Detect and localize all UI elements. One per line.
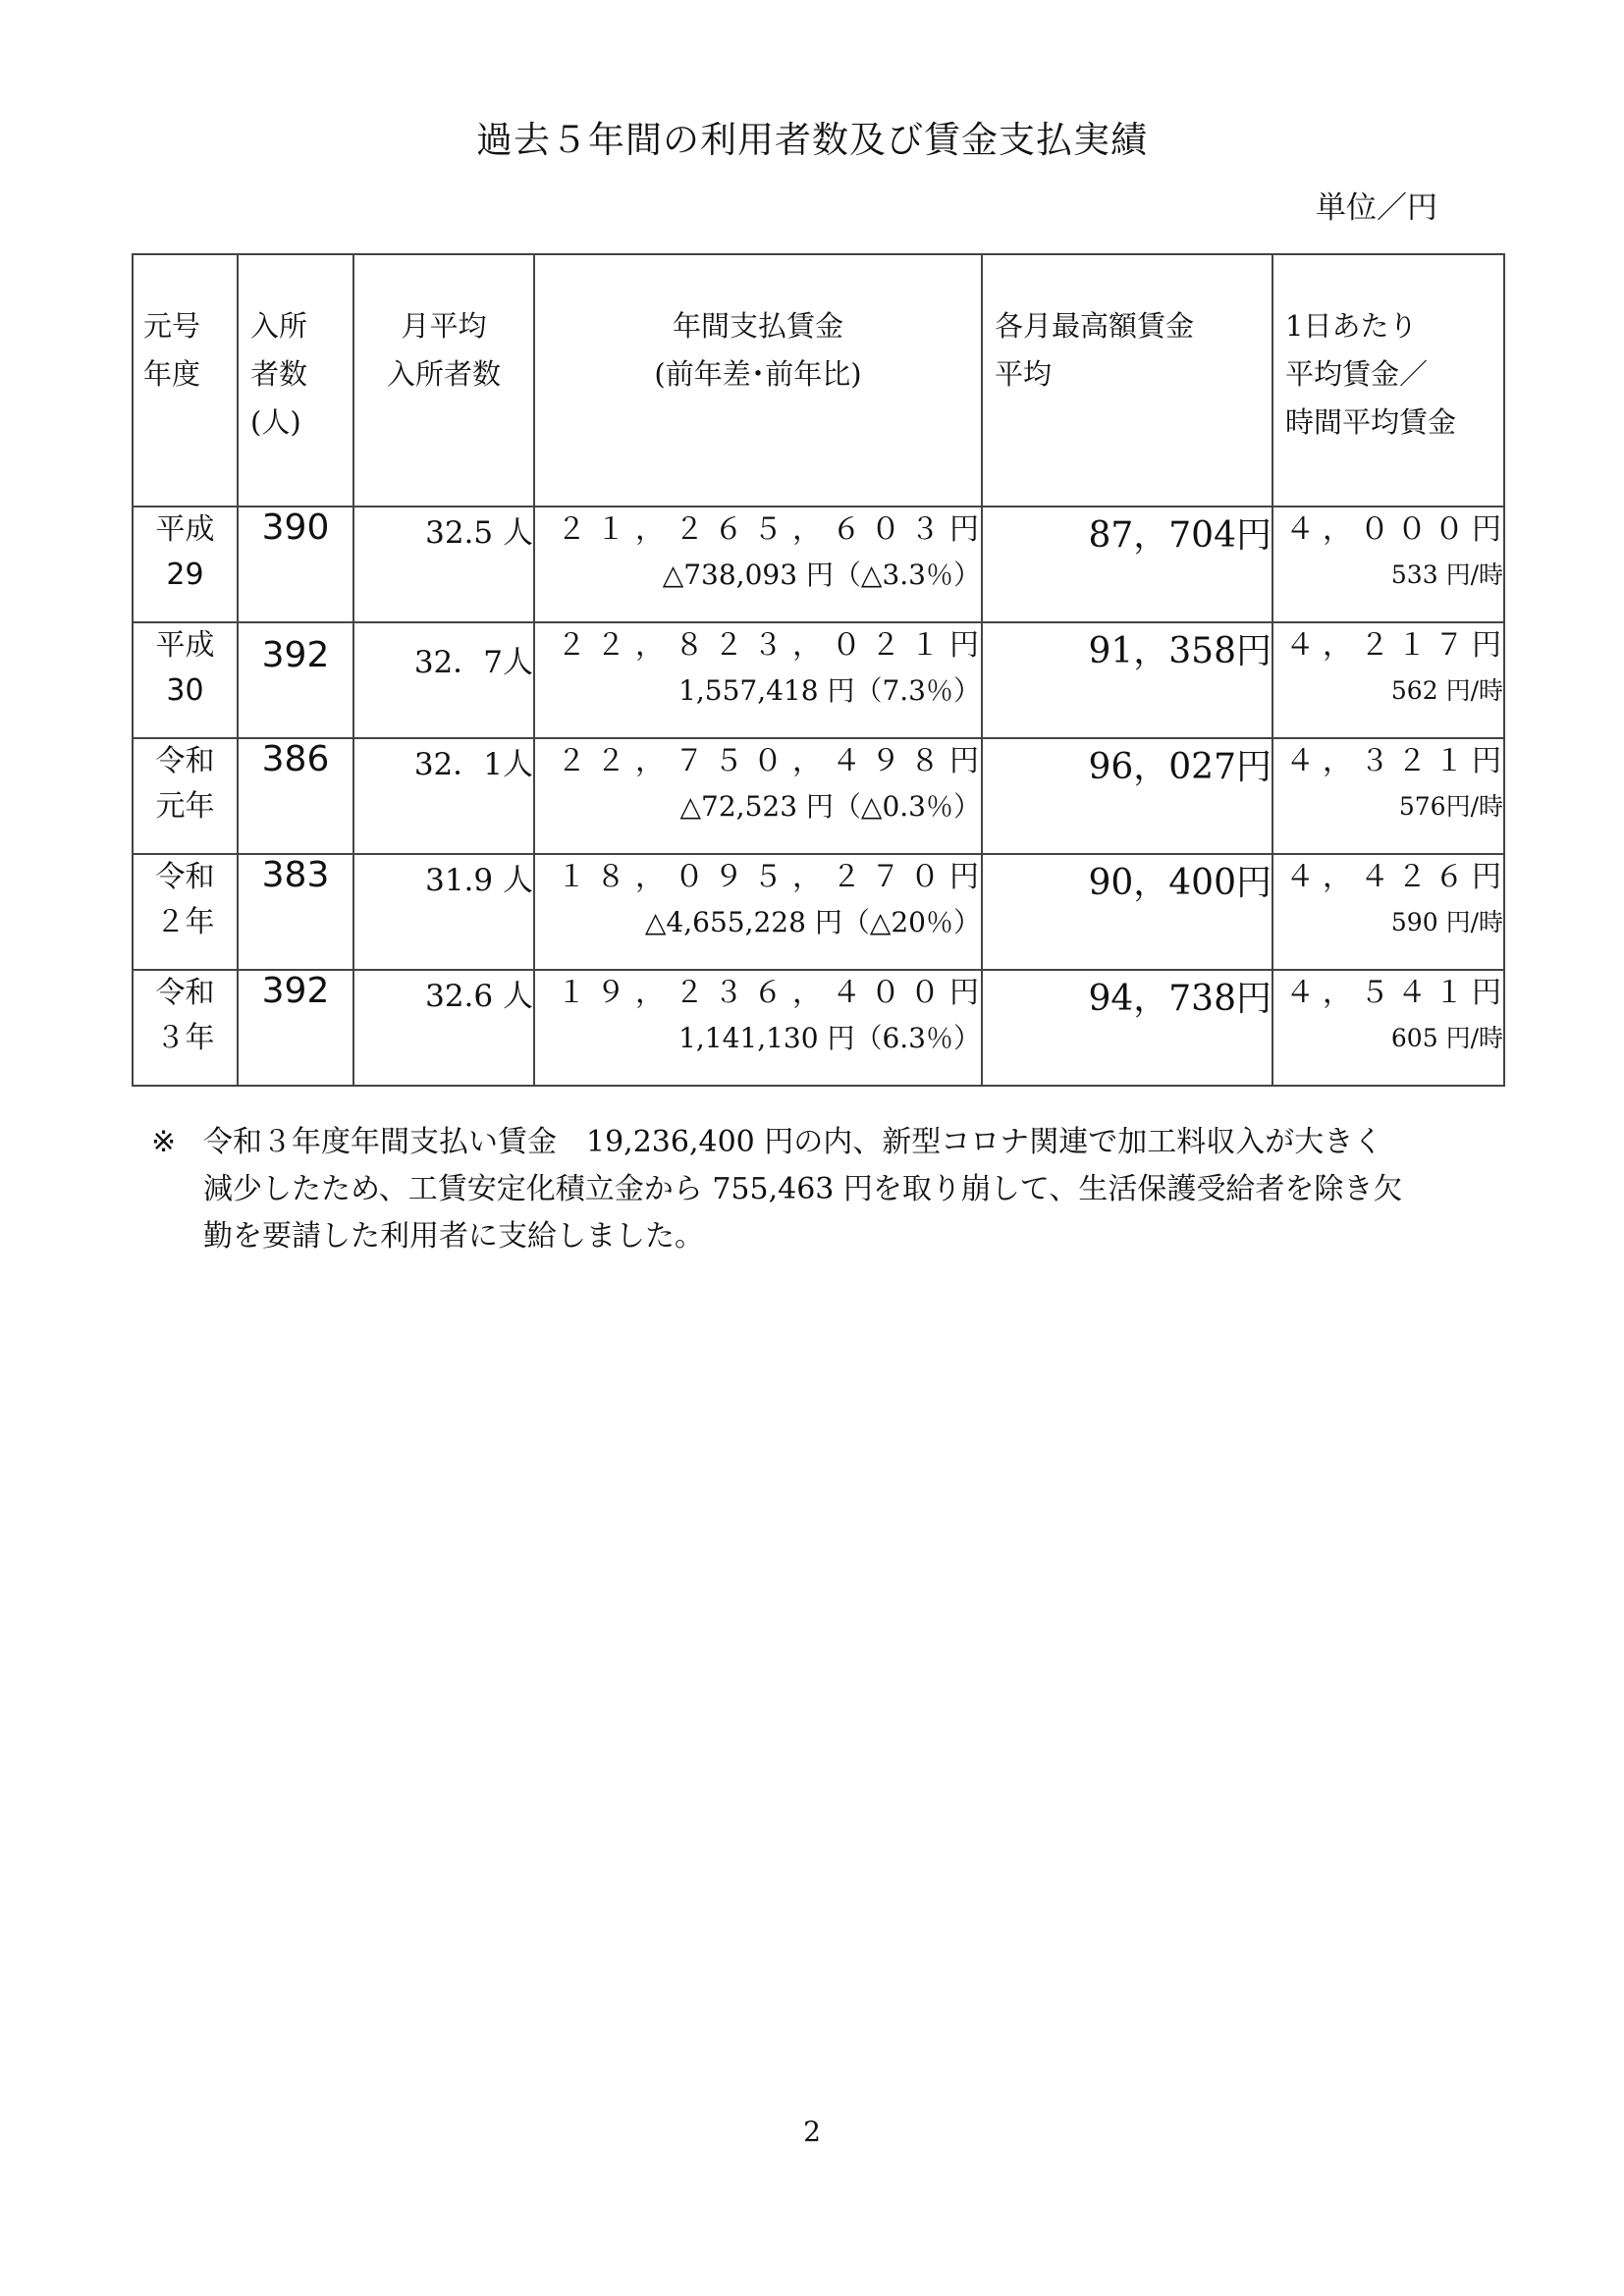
- cell-year: 令和 ３年: [133, 970, 238, 1086]
- header-count: 入所 者数 (人): [238, 254, 353, 507]
- cell-annual-wage: ２１，２６５，６０３円 △738,093 円（△3.3％）: [534, 507, 982, 622]
- cell-count: 383: [238, 854, 353, 970]
- footnote-line: 減少したため、工賃安定化積立金から 755,463 円を取り崩して、生活保護受給者を除き欠: [203, 1172, 1403, 1206]
- cell-max-wage: 96，027円: [982, 738, 1272, 854]
- wage-table: [132, 253, 1509, 1087]
- table-row: [133, 970, 1504, 1086]
- header-max-wage: 各月最高額賃金 平均: [982, 254, 1272, 507]
- cell-count: 392: [238, 622, 353, 738]
- cell-daily-wage: ４，２１７円 562 円/時: [1272, 622, 1504, 738]
- cell-annual-wage: １８，０９５，２７０円 △4,655,228 円（△20％）: [534, 854, 982, 970]
- cell-monthly-average: 31.9 人: [353, 854, 534, 970]
- cell-max-wage: 91，358円: [982, 622, 1272, 738]
- cell-count: 386: [238, 738, 353, 854]
- cell-daily-wage: ４，４２６円 590 円/時: [1272, 854, 1504, 970]
- cell-monthly-average: 32．7人: [353, 622, 534, 738]
- table-header-row: [133, 254, 1504, 507]
- table-row: [133, 507, 1504, 622]
- cell-annual-wage: ２２，７５０，４９８円 △72,523 円（△0.3％）: [534, 738, 982, 854]
- cell-max-wage: 90，400円: [982, 854, 1272, 970]
- footnote-line: 勤を要請した利用者に支給しました。: [203, 1219, 704, 1254]
- cell-daily-wage: ４，０００円 533 円/時: [1272, 507, 1504, 622]
- unit-label: 単位／円: [1316, 190, 1437, 226]
- table-row: [133, 854, 1504, 970]
- cell-monthly-average: 32.6 人: [353, 970, 534, 1086]
- cell-annual-wage: １９，２３６，４００円 1,141,130 円（6.3％）: [534, 970, 982, 1086]
- table-row: [133, 738, 1504, 854]
- reference-mark: ※: [151, 1125, 177, 1159]
- cell-year: 令和 元年: [133, 738, 238, 854]
- cell-year: 令和 ２年: [133, 854, 238, 970]
- cell-year: 平成 29: [133, 507, 238, 622]
- cell-max-wage: 94，738円: [982, 970, 1272, 1086]
- cell-count: 390: [238, 507, 353, 622]
- cell-annual-wage: ２２，８２３，０２１円 1,557,418 円（7.3％）: [534, 622, 982, 738]
- table-row: [133, 622, 1504, 738]
- cell-monthly-average: 32.5 人: [353, 507, 534, 622]
- cell-daily-wage: ４，５４１円 605 円/時: [1272, 970, 1504, 1086]
- header-daily-wage: 1日あたり 平均賃金／ 時間平均賃金: [1272, 254, 1504, 507]
- page-title: 過去５年間の利用者数及び賃金支払実績: [476, 119, 1148, 161]
- header-monthly-average: 月平均 入所者数: [353, 254, 534, 507]
- cell-max-wage: 87，704円: [982, 507, 1272, 622]
- cell-daily-wage: ４，３２１円 576円/時: [1272, 738, 1504, 854]
- page-number: 2: [803, 2115, 821, 2148]
- cell-monthly-average: 32．1人: [353, 738, 534, 854]
- header-annual-wage: 年間支払賃金 (前年差･前年比): [534, 254, 982, 507]
- footnote-line: 令和３年度年間支払い賃金 19,236,400 円の内、新型コロナ関連で加工料収入が大きく: [203, 1125, 1383, 1159]
- cell-count: 392: [238, 970, 353, 1086]
- footnote: [151, 1119, 1506, 1260]
- cell-year: 平成 30: [133, 622, 238, 738]
- header-year: 元号 年度: [133, 254, 238, 507]
